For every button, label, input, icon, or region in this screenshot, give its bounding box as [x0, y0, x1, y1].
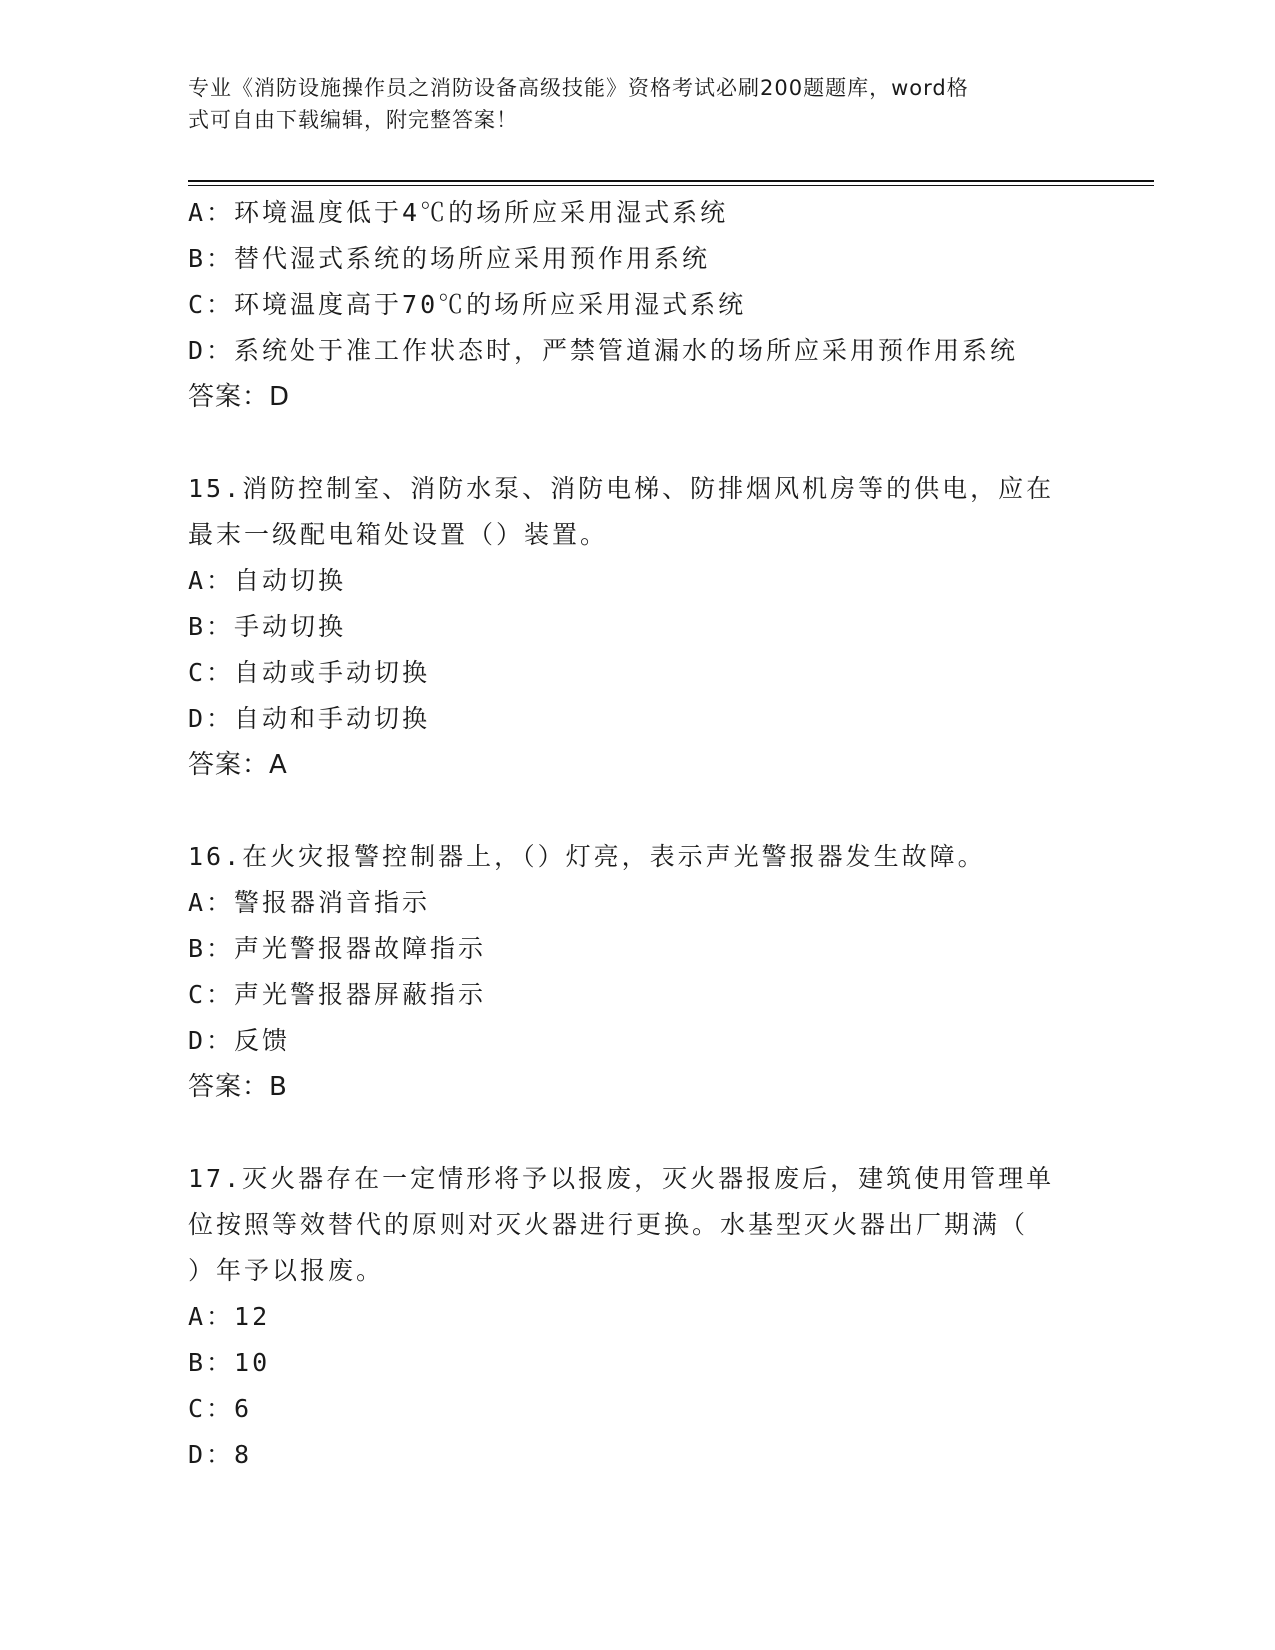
spacer — [188, 420, 1088, 466]
option-d: D：系统处于准工作状态时，严禁管道漏水的场所应采用预作用系统 — [188, 336, 1019, 365]
option-b: B：替代湿式系统的场所应采用预作用系统 — [188, 244, 711, 273]
question-list — [188, 190, 1088, 1478]
document-header — [188, 72, 1068, 136]
option-c: C：6 — [188, 1394, 253, 1423]
question-stem: 15.消防控制室、消防水泵、消防电梯、防排烟风机房等的供电，应在 — [188, 474, 1055, 503]
question-stem: 位按照等效替代的原则对灭火器进行更换。水基型灭火器出厂期满（ — [188, 1210, 1029, 1239]
question-stem: 16.在火灾报警控制器上，（）灯亮，表示声光警报器发生故障。 — [188, 842, 986, 871]
header-divider-thick — [188, 180, 1154, 182]
option-a: A：警报器消音指示 — [188, 888, 431, 917]
answer: 答案：D — [188, 382, 291, 412]
option-b: B：10 — [188, 1348, 271, 1377]
option-d: D：自动和手动切换 — [188, 704, 431, 733]
answer: 答案：A — [188, 750, 288, 780]
question-stem: 最末一级配电箱处设置（）装置。 — [188, 520, 609, 549]
option-d: D：反馈 — [188, 1026, 291, 1055]
option-c: C：自动或手动切换 — [188, 658, 431, 687]
header-line-2: 式可自由下载编辑，附完整答案！ — [188, 108, 518, 132]
option-a: A：环境温度低于4℃的场所应采用湿式系统 — [188, 198, 729, 227]
option-a: A：自动切换 — [188, 566, 347, 595]
option-d: D：8 — [188, 1440, 253, 1469]
question-17 — [188, 1156, 1088, 1478]
option-b: B：手动切换 — [188, 612, 347, 641]
question-stem: 17.灭火器存在一定情形将予以报废，灭火器报废后，建筑使用管理单 — [188, 1164, 1055, 1193]
question-15 — [188, 466, 1088, 788]
spacer — [188, 1110, 1088, 1156]
header-line-1: 专业《消防设施操作员之消防设备高级技能》资格考试必刷200题题库，word格 — [188, 76, 969, 100]
option-b: B：声光警报器故障指示 — [188, 934, 487, 963]
option-a: A：12 — [188, 1302, 271, 1331]
question-stem: ）年予以报废。 — [188, 1256, 385, 1285]
question-14 — [188, 190, 1088, 420]
question-16 — [188, 834, 1088, 1110]
header-divider-thin — [188, 185, 1154, 186]
option-c: C：环境温度高于70℃的场所应采用湿式系统 — [188, 290, 747, 319]
spacer — [188, 788, 1088, 834]
option-c: C：声光警报器屏蔽指示 — [188, 980, 487, 1009]
answer: 答案：B — [188, 1072, 288, 1102]
